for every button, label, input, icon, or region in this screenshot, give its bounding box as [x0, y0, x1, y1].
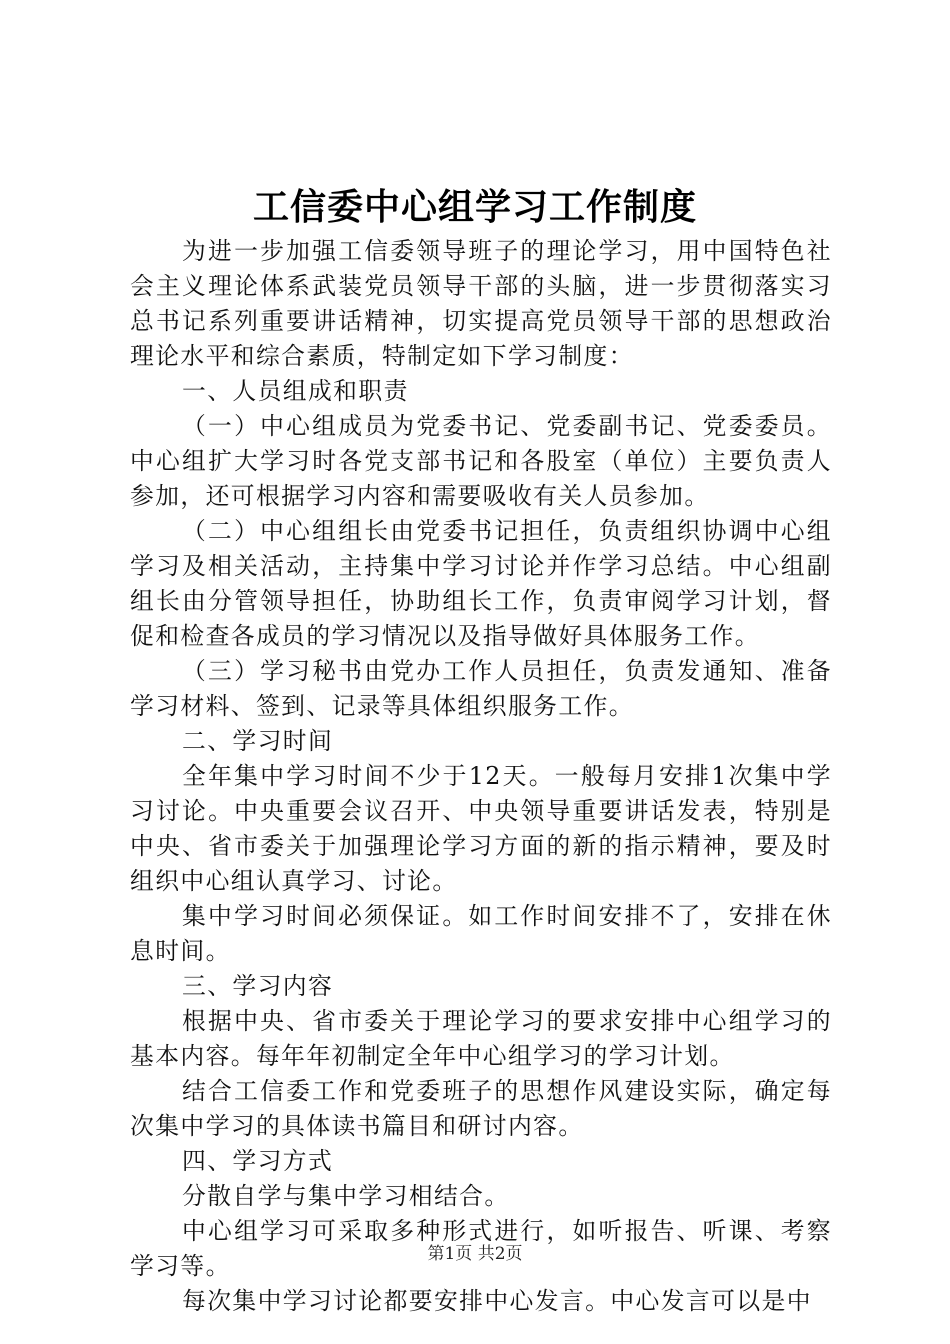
- paragraph-3-1: 根据中央、省市委关于理论学习的要求安排中心组学习的基本内容。每年年初制定全年中心组学习的学习计划。: [130, 1007, 832, 1070]
- paragraph-3-2: 结合工信委工作和党委班子的思想作风建设实际，确定每次集中学习的具体读书篇目和研讨内容。: [130, 1077, 832, 1140]
- section-heading-4: 四、学习方式: [182, 1147, 334, 1175]
- paragraph-4-2: 中心组学习可采取多种形式进行，如听报告、听课、考察学习等。: [130, 1217, 832, 1280]
- document-title: 工信委中心组学习工作制度: [252, 187, 697, 228]
- paragraph-1-2: （二）中心组组长由党委书记担任，负责组织协调中心组学习及相关活动，主持集中学习讨论并作学习总结。中心组副组长由分管领导担任，协助组长工作，负责审阅学习计划，督促和检查各成员的学习情况以及指导做好具体服务工作。: [130, 517, 832, 650]
- document-body: [130, 234, 832, 1319]
- paragraph-4-3: 每次集中学习讨论都要安排中心发言。中心发言可以是中: [182, 1287, 812, 1315]
- paragraph-1-3: （三）学习秘书由党办工作人员担任，负责发通知、准备学习材料、签到、记录等具体组织服务工作。: [130, 657, 832, 720]
- paragraph-2-1: 全年集中学习时间不少于12天。一般每月安排1次集中学习讨论。中央重要会议召开、中央领导重要讲话发表，特别是中央、省市委关于加强理论学习方面的新的指示精神，要及时组织中心组认真学习、讨论。: [130, 762, 832, 895]
- paragraph-4-1: 分散自学与集中学习相结合。: [182, 1182, 510, 1210]
- paragraph-2-2: 集中学习时间必须保证。如工作时间安排不了，安排在休息时间。: [130, 902, 832, 965]
- page-number-footer: 第1页 共2页: [427, 1244, 523, 1264]
- paragraph-1-1: （一）中心组成员为党委书记、党委副书记、党委委员。中心组扩大学习时各党支部书记和各股室（单位）主要负责人参加，还可根据学习内容和需要吸收有关人员参加。: [130, 412, 832, 510]
- section-heading-1: 一、人员组成和职责: [182, 377, 409, 405]
- paragraph-intro: 为进一步加强工信委领导班子的理论学习，用中国特色社会主义理论体系武装党员领导干部的头脑，进一步贯彻落实习总书记系列重要讲话精神，切实提高党员领导干部的思想政治理论水平和综合素质，特制定如下学习制度：: [130, 237, 832, 370]
- section-heading-3: 三、学习内容: [182, 972, 334, 1000]
- section-heading-2: 二、学习时间: [182, 727, 334, 755]
